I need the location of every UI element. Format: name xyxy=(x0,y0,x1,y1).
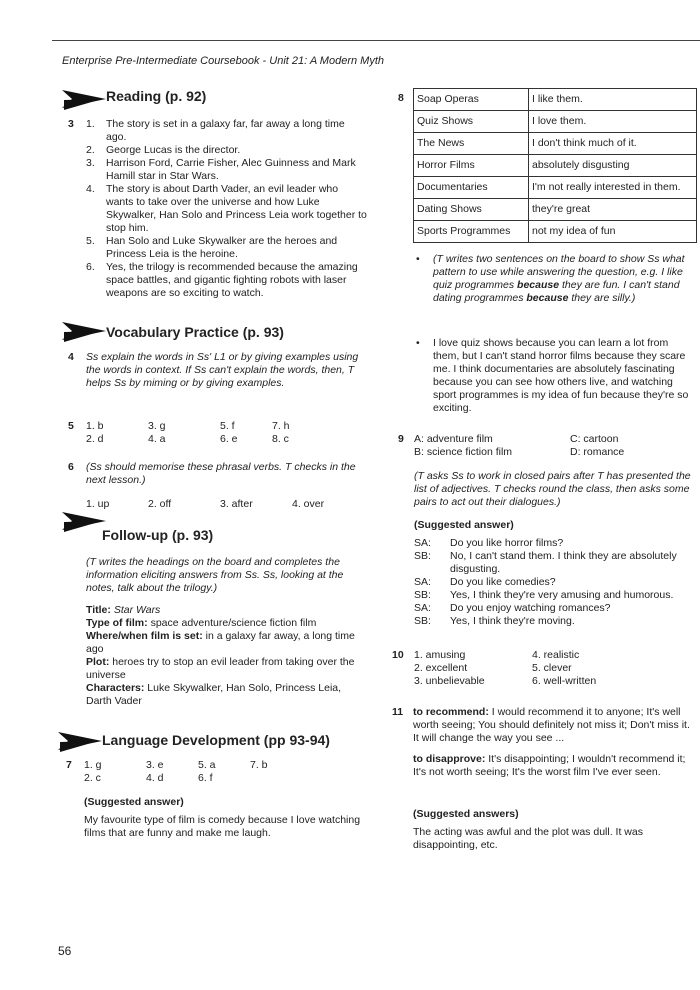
exercise-number: 5 xyxy=(68,420,74,432)
section-heading-followup: Follow-up (p. 93) xyxy=(102,527,214,543)
note-characters: Characters: Luke Skywalker, Han Solo, Princess Leia, Darth Vader xyxy=(86,682,342,707)
exercise-instruction: Ss explain the words in Ss' L1 or by giving examples using the words in context. If Ss can't explain the words, then, T helps Ss by miming or by giving examples. xyxy=(86,351,359,389)
dialogue-line: SB: Yes, I think they're moving. xyxy=(414,615,575,627)
list-item: 4. The story is about Darth Vader, an evil leader who wants to take over the universe and how Luke Skywalker, Han Solo and Princess Leia work together to stop him. xyxy=(86,183,367,234)
arrow-icon xyxy=(58,728,102,754)
exercise-number: 4 xyxy=(68,351,74,363)
exercise-number: 8 xyxy=(398,92,404,104)
exercise-number: 10 xyxy=(392,649,404,661)
arrow-icon xyxy=(62,508,106,534)
suggested-answer-label: (Suggested answer) xyxy=(414,519,514,531)
dialogue-line: SA: Do you like horror films? xyxy=(414,537,564,549)
bullet-model-answer: I love quiz shows because you can learn a lot from them, but I can't stand horror films because they scare me. I think documentaries are absolutely fascinating because you can see how others live, and watching sport programmes is my idea of fun because they're so exciting. xyxy=(433,337,689,414)
bullet-icon: • xyxy=(416,253,420,265)
table-row: Dating Shows they're great xyxy=(414,199,697,221)
film-types: A: adventure film C: cartoon B: science fiction film D: romance xyxy=(414,433,625,458)
arrow-icon xyxy=(62,86,106,112)
note-type: Type of film: space adventure/science fiction film xyxy=(86,617,317,629)
page-number: 56 xyxy=(58,944,72,958)
table-row: Soap Operas I like them. xyxy=(414,89,697,111)
answer-grid: 1. g 3. e 5. a 7. b 2. c 4. d 6. f xyxy=(84,759,268,784)
suggested-answer-label: (Suggested answer) xyxy=(84,796,184,808)
film-notes xyxy=(86,604,366,708)
table-row: Horror Films absolutely disgusting xyxy=(414,155,697,177)
table-row: The News I don't think much of it. xyxy=(414,133,697,155)
bullet-icon: • xyxy=(416,337,420,349)
answer-grid: 1. amusing 4. realistic 2. excellent 5. clever 3. unbelievable 6. well-written xyxy=(414,649,597,687)
exercise-number: 6 xyxy=(68,461,74,473)
table-row: Quiz Shows I love them. xyxy=(414,111,697,133)
note-plot: Plot: heroes try to stop an evil leader from taking over the universe xyxy=(86,656,355,681)
dialogue-line: SB: Yes, I think they're very amusing and humorous. xyxy=(414,589,674,601)
recommend-phrases: to recommend: I would recommend it to anyone; It's well worth seeing; You should definitely not miss it; Don't miss it. It will change the way you see ... xyxy=(413,706,690,744)
arrow-icon xyxy=(62,318,106,344)
exercise-number: 7 xyxy=(66,759,72,771)
dialogue-line: SA: Do you enjoy watching romances? xyxy=(414,602,611,614)
bullet-instruction: (T writes two sentences on the board to show Ss what pattern to use while answering the question, e.g. I like quiz programmes because they are fun. I can't stand dating programmes because they are silly.) xyxy=(433,253,685,304)
dialogue-line: SB: No, I can't stand them. I think they are absolutely disgusting. xyxy=(414,550,677,575)
list-item: 1. The story is set in a galaxy far, far away a long time ago. xyxy=(86,118,345,143)
section-heading-vocabulary: Vocabulary Practice (p. 93) xyxy=(106,324,284,340)
list-item: 5. Han Solo and Luke Skywalker are the heroes and Princess Leia is the heroine. xyxy=(86,235,338,260)
running-header: Enterprise Pre-Intermediate Coursebook - Unit 21: A Modern Myth xyxy=(62,55,384,67)
list-item: 6. Yes, the trilogy is recommended because the amazing space battles, and gigantic fighting robots with laser weapons are so exciting to watch. xyxy=(86,261,358,299)
header-rule xyxy=(52,40,700,41)
suggested-answer-text: My favourite type of film is comedy because I love watching films that are funny and make me laugh. xyxy=(84,814,361,839)
exercise-instruction: (Ss should memorise these phrasal verbs. T checks in the next lesson.) xyxy=(86,461,356,486)
section-heading-language: Language Development (pp 93-94) xyxy=(102,732,330,748)
answer-grid: 1. b 3. g 5. f 7. h 2. d 4. a 6. e 8. c xyxy=(86,420,290,445)
exercise-number: 11 xyxy=(392,706,404,718)
list-item: 3. Harrison Ford, Carrie Fisher, Alec Guinness and Mark Hamill star in Star Wars. xyxy=(86,157,356,182)
exercise-number: 9 xyxy=(398,433,404,445)
reading-answers xyxy=(86,118,368,300)
section-heading-reading: Reading (p. 92) xyxy=(106,88,207,104)
answer-grid: 1. up 2. off 3. after 4. over xyxy=(86,498,325,510)
note-title: Title: Star Wars xyxy=(86,604,161,616)
disapprove-phrases: to disapprove: It's disappointing; I wouldn't recommend it; It's not worth seeing; It's the worst film I've ever seen. xyxy=(413,753,686,778)
dialogue xyxy=(414,537,694,628)
exercise-instruction: (T asks Ss to work in closed pairs after T has presented the list of adjectives. T checks round the class, then asks some pairs to act out their dialogues.) xyxy=(414,470,691,508)
table-row: Documentaries I'm not really interested in them. xyxy=(414,177,697,199)
exercise-number: 3 xyxy=(68,118,74,130)
table-row: Sports Programmes not my idea of fun xyxy=(414,221,697,243)
list-item: 2. George Lucas is the director. xyxy=(86,144,241,156)
preferences-table xyxy=(413,88,697,243)
suggested-answer-label: (Suggested answers) xyxy=(413,808,519,820)
dialogue-line: SA: Do you like comedies? xyxy=(414,576,556,588)
suggested-answer-text: The acting was awful and the plot was dull. It was disappointing, etc. xyxy=(413,826,643,851)
note-where: Where/when film is set: in a galaxy far away, a long time ago xyxy=(86,630,355,655)
followup-instruction: (T writes the headings on the board and completes the information eliciting answers from Ss. Ss, looking at the notes, talk about the trilogy.) xyxy=(86,556,344,594)
